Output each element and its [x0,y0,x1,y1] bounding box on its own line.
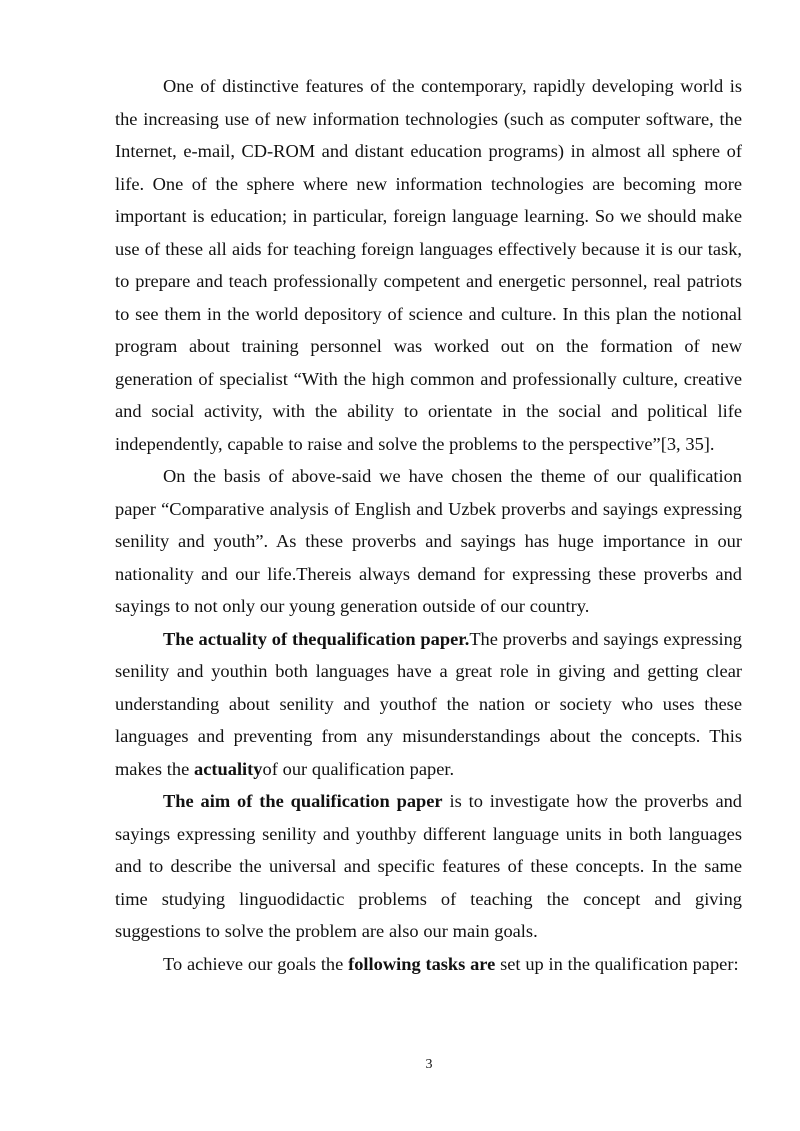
paragraph-theme: On the basis of above-said we have chosen the theme of our qualification paper “Comparative analysis of English and Uzbek proverbs and sayings expressing senility and youth”. As these proverbs and sayings has huge importance in our nationality and our life.Thereis always demand for expressing these proverbs and sayings to not only our young generation outside of our country. [115,466,742,616]
actuality-heading: The actuality of thequalification paper. [163,628,470,649]
paragraph-introduction: One of distinctive features of the contemporary, rapidly developing world is the increasing use of new information technologies (such as computer software, the Internet, e-mail, CD-ROM and distant education programs) in almost all sphere of life. One of the sphere where new information technologies are becoming more important is education; in particular, foreign language learning. So we should make use of these all aids for teaching foreign languages effectively because it is our task, to prepare and teach professionally competent and energetic personnel, real patriots to see them in the world depository of science and culture. In this plan the notional program about training personnel was worked out on the formation of new generation of specialist “With the high common and professionally culture, creative and social activity, with the ability to orientate in the social and political life independently, capable to raise and solve the problems to the perspective”[3, 35]. [115,76,742,454]
tasks-text-end: set up in the qualification paper: [495,953,739,974]
paragraph-actuality [115,623,742,786]
tasks-emphasis: following tasks are [348,953,496,974]
aim-heading: The aim of the qualification paper [163,791,443,811]
actuality-emphasis: actuality [194,758,263,779]
page-number: 3 [425,1057,433,1072]
body-text [115,70,742,980]
tasks-text: To achieve our goals the [163,953,349,974]
paragraph-aim [115,785,742,948]
aim-text: is to investigate how the proverbs and sayings expressing senility and youthby different language units in both languages and to describe the universal and specific features of these concepts. In the same time studying linguodidactic problems of teaching the concept and giving suggestions to solve the problem are also our main goals. [115,791,742,941]
actuality-text-end: of our qualification paper. [262,758,455,779]
actuality-text: The proverbs and sayings expressing senility and youthin both languages have a great role in giving and getting clear understanding about senility and youthof the nation or society who uses these languages and preventing from any misunderstandings about the concepts. This makes the [115,628,742,779]
paragraph-tasks [115,948,742,981]
